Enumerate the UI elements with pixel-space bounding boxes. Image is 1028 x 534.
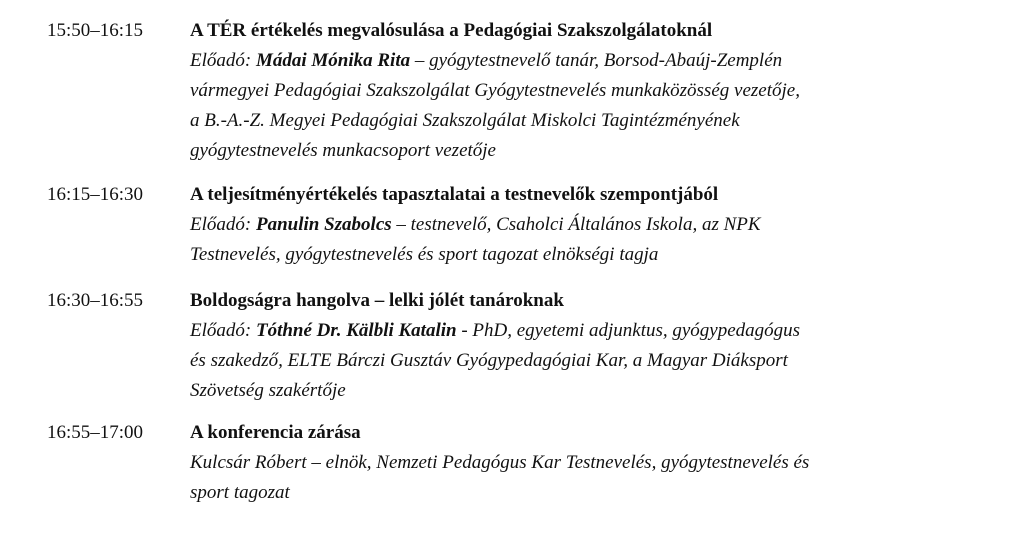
session-description bbox=[190, 210, 990, 270]
description-line bbox=[190, 210, 990, 240]
session-title: A konferencia zárása bbox=[190, 422, 361, 443]
description-line: Szövetség szakértője bbox=[190, 380, 346, 401]
description-line: a B.-A.-Z. Megyei Pedagógiai Szakszolgálat Miskolci Tagintézményének bbox=[190, 110, 740, 131]
speaker-prefix: Előadó: bbox=[190, 320, 256, 341]
speaker-name: Panulin Szabolcs bbox=[255, 214, 392, 235]
session-description bbox=[190, 316, 990, 406]
speaker-role: – testnevelő, Csaholci Általános Iskola, az NPK bbox=[391, 214, 761, 235]
speaker-name: Mádai Mónika Rita bbox=[255, 50, 411, 71]
session-time: 16:15–16:30 bbox=[47, 184, 144, 205]
description-line: gyógytestnevelés munkacsoport vezetője bbox=[190, 140, 496, 161]
speaker-prefix: Előadó: bbox=[190, 50, 256, 71]
session-time: 16:30–16:55 bbox=[47, 290, 144, 311]
description-line: Testnevelés, gyógytestnevelés és sport tagozat elnökségi tagja bbox=[190, 244, 659, 265]
description-line bbox=[190, 46, 990, 76]
session-time: 15:50–16:15 bbox=[47, 20, 144, 41]
speaker-role: – gyógytestnevelő tanár, Borsod-Abaúj-Zemplén bbox=[410, 50, 783, 71]
speaker-role: - PhD, egyetemi adjunktus, gyógypedagógus bbox=[456, 320, 801, 341]
session-description bbox=[190, 448, 990, 508]
description-line bbox=[190, 316, 990, 346]
description-line: sport tagozat bbox=[190, 482, 290, 503]
session-content bbox=[190, 286, 990, 406]
session-time: 16:55–17:00 bbox=[47, 422, 144, 443]
session-content bbox=[190, 16, 990, 166]
session-content bbox=[190, 418, 990, 508]
speaker-name: Tóthné Dr. Kälbli Katalin bbox=[255, 320, 457, 341]
speaker-prefix: Előadó: bbox=[190, 214, 256, 235]
session-title: A teljesítményértékelés tapasztalatai a testnevelők szempontjából bbox=[190, 184, 719, 205]
description-line: Kulcsár Róbert – elnök, Nemzeti Pedagógus Kar Testnevelés, gyógytestnevelés és bbox=[190, 452, 810, 473]
session-title: Boldogságra hangolva – lelki jólét tanároknak bbox=[190, 290, 564, 311]
session-content bbox=[190, 180, 990, 270]
description-line: vármegyei Pedagógiai Szakszolgálat Gyógytestnevelés munkaközösség vezetője, bbox=[190, 80, 800, 101]
session-description bbox=[190, 46, 990, 166]
session-title: A TÉR értékelés megvalósulása a Pedagógiai Szakszolgálatoknál bbox=[190, 20, 713, 41]
description-line: és szakedző, ELTE Bárczi Gusztáv Gyógypedagógiai Kar, a Magyar Diáksport bbox=[190, 350, 788, 371]
